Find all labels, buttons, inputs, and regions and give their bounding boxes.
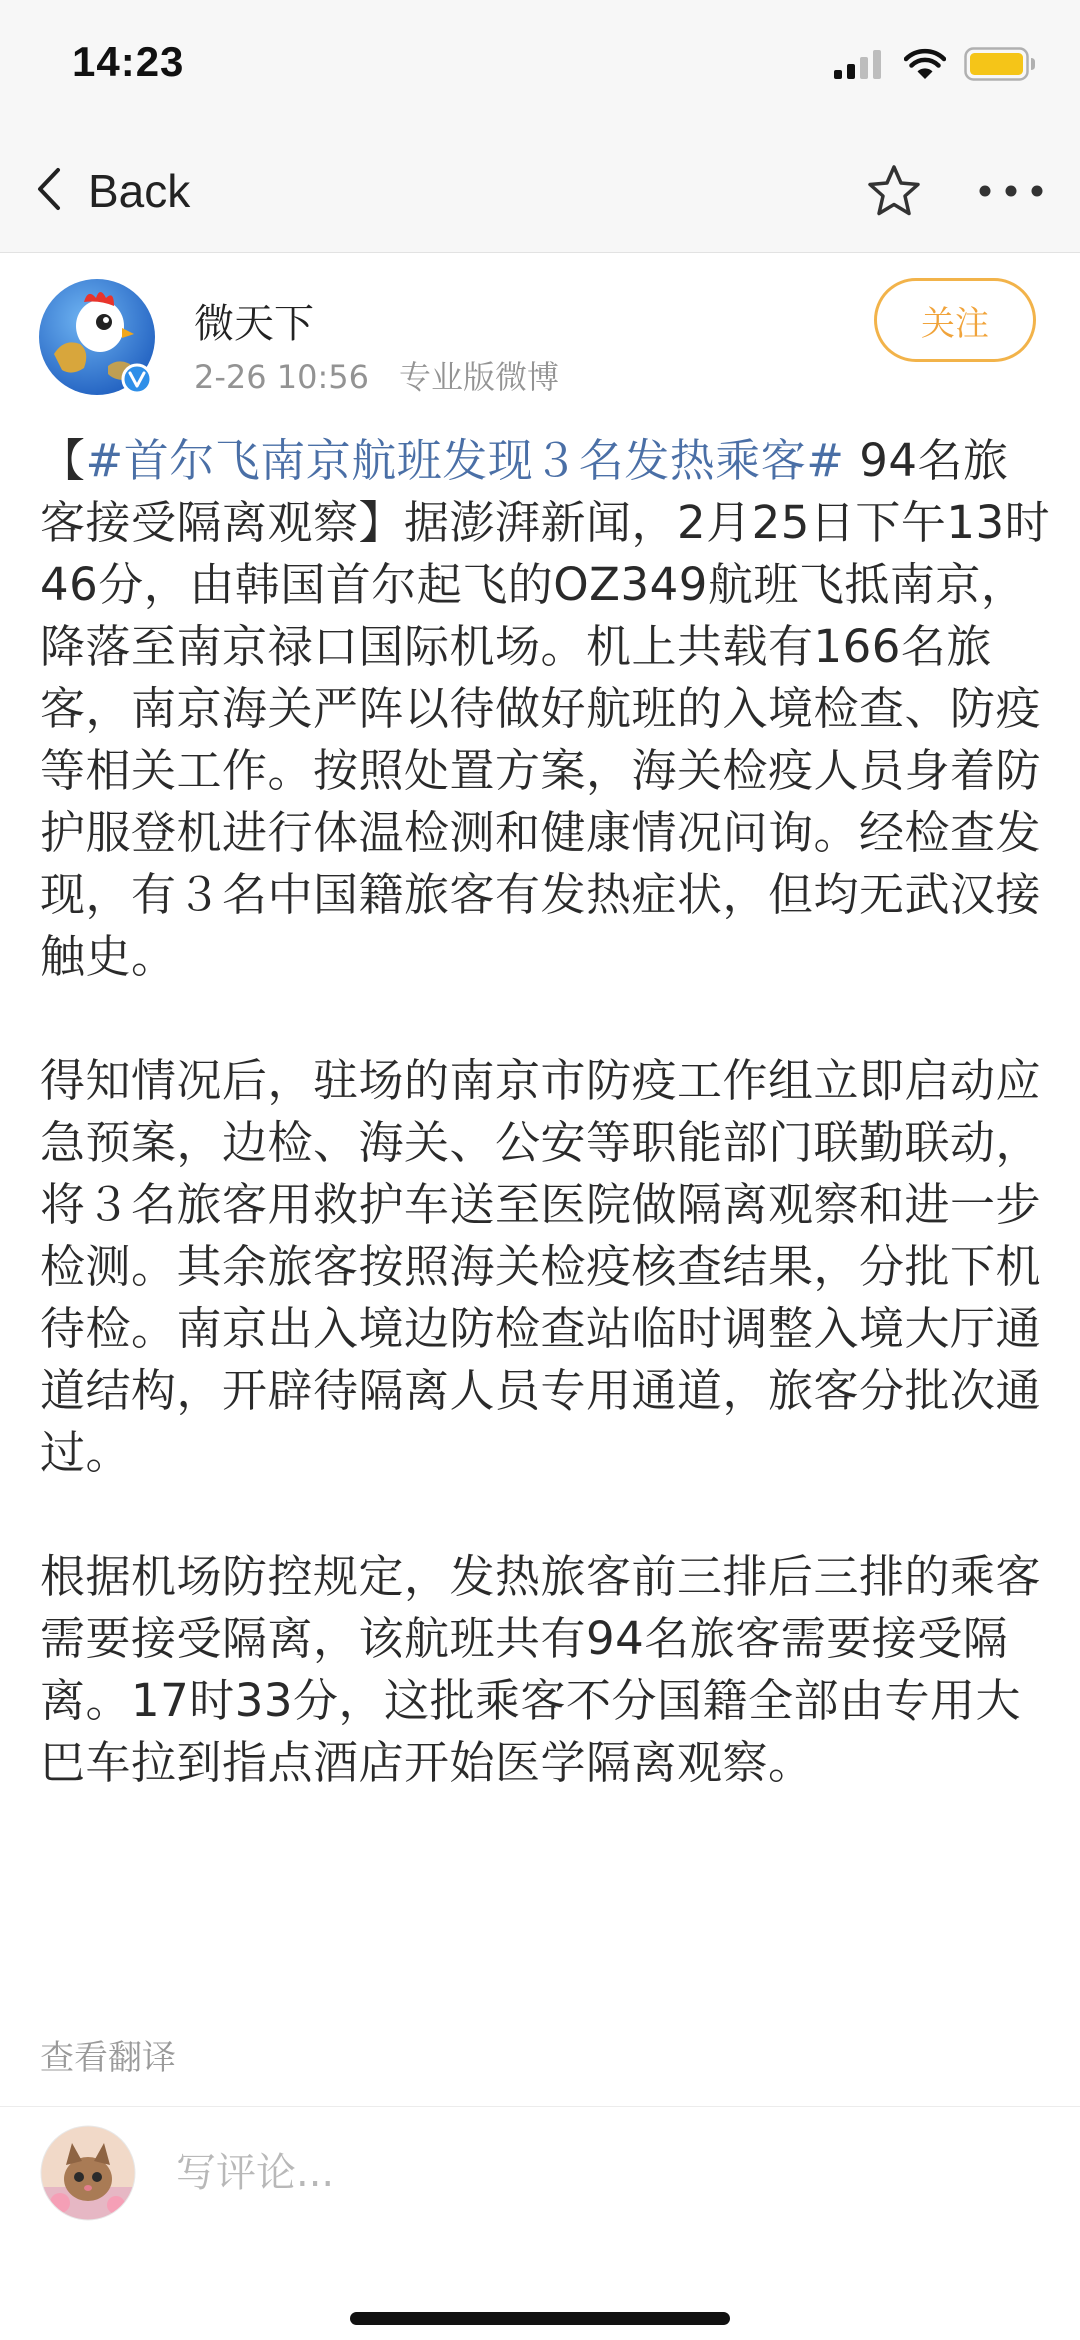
- more-dots-icon[interactable]: [978, 184, 1044, 198]
- post-body: [40, 430, 1052, 1794]
- back-button[interactable]: [36, 152, 190, 230]
- nav-bar: [0, 130, 1080, 253]
- nav-actions: [866, 152, 1044, 230]
- home-indicator[interactable]: [350, 2312, 730, 2325]
- bracket-open: 【: [40, 434, 86, 487]
- comment-input[interactable]: [176, 2137, 1016, 2209]
- author-header: [0, 252, 1080, 402]
- post-paragraph: [40, 430, 1052, 988]
- author-name[interactable]: 微天下: [194, 301, 314, 347]
- post-source: 专业版微博: [399, 358, 560, 396]
- follow-button[interactable]: 关注: [874, 278, 1036, 362]
- topic-link[interactable]: #首尔飞南京航班发现３名发热乘客#: [85, 434, 845, 487]
- status-icons: [834, 46, 1036, 86]
- signal-icon: [834, 49, 886, 83]
- author-avatar[interactable]: [38, 278, 156, 396]
- comment-bar: [0, 2106, 1080, 2340]
- wifi-icon: [904, 48, 946, 84]
- user-avatar[interactable]: [40, 2125, 136, 2221]
- post-paragraph: 根据机场防控规定，发热旅客前三排后三排的乘客需要接受隔离，该航班共有94名旅客需要接受隔离。17时33分，这批乘客不分国籍全部由专用大巴车拉到指点酒店开始医学隔离观察。: [40, 1550, 1042, 1789]
- battery-icon: [964, 47, 1036, 85]
- status-time: 14:23: [72, 38, 185, 85]
- star-outline-icon[interactable]: [866, 164, 922, 218]
- status-bar: [0, 0, 1080, 130]
- paragraph-text: 94名旅客接受隔离观察】据澎湃新闻，2月25日下午13时46分，由韩国首尔起飞的OZ349航班飞抵南京，降落至南京禄口国际机场。机上共载有166名旅客，南京海关严阵以待做好航班的入境检查、防疫等相关工作。按照处置方案，海关检疫人员身着防护服登机进行体温检测和健康情况问询。经检查发现，有３名中国籍旅客有发热症状，但均无武汉接触史。: [40, 434, 1051, 983]
- back-label: Back: [88, 165, 191, 217]
- post-meta: [194, 352, 559, 398]
- post-paragraph: 得知情况后，驻场的南京市防疫工作组立即启动应急预案，边检、海关、公安等职能部门联勤联动，将３名旅客用救护车送至医院做隔离观察和进一步检测。其余旅客按照海关检疫核查结果，分批下机待检。南京出入境边防检查站临时调整入境大厅通道结构，开辟待隔离人员专用通道，旅客分批次通过。: [40, 1054, 1042, 1479]
- chevron-left-icon: [36, 166, 62, 216]
- post-time: 2-26 10:56: [194, 358, 370, 396]
- translate-link[interactable]: 查看翻译: [40, 2038, 176, 2078]
